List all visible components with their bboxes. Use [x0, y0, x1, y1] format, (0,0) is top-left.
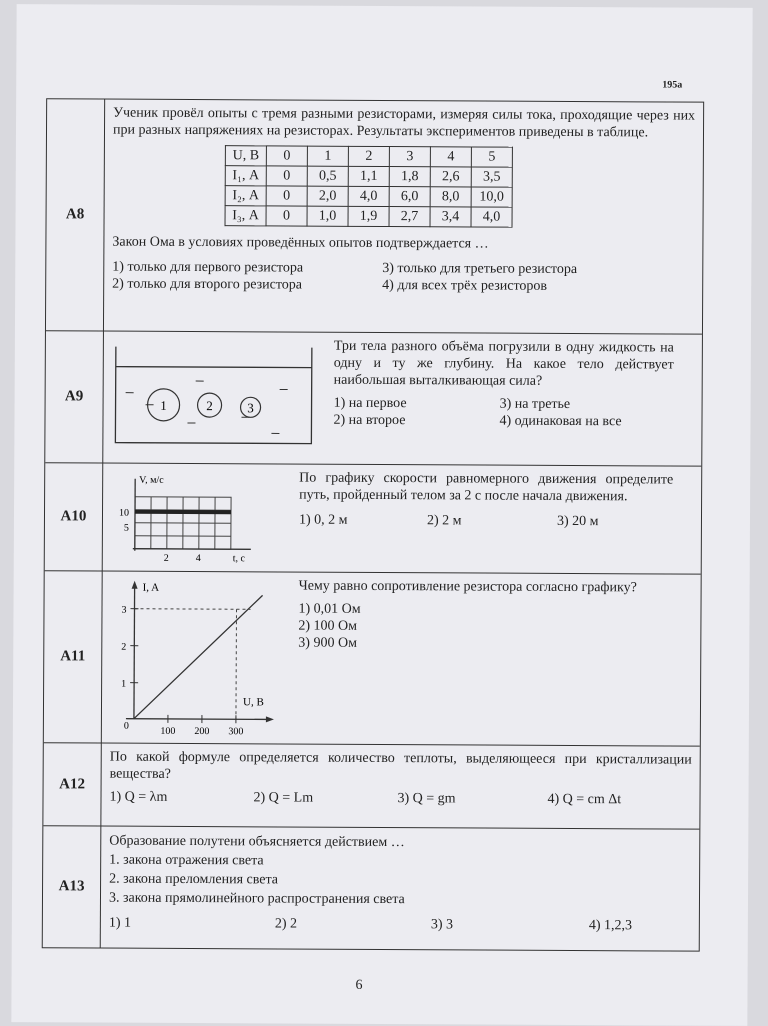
table-cell: 0 [266, 146, 307, 166]
table-cell: I₃, А [225, 206, 266, 226]
question-a10 [45, 463, 702, 574]
question-text: Чему равно сопротивление резистора согласно графику? [299, 578, 669, 597]
table-cell: 1,1 [348, 166, 389, 186]
x-axis [133, 549, 251, 550]
question-number: А8 [46, 99, 105, 330]
table-cell: 8,0 [430, 187, 471, 207]
answer-option[interactable]: 2) только для второго резистора [112, 276, 382, 294]
question-text: Образование полутени объясняется действием … [109, 832, 691, 854]
x-tick-label: 100 [160, 726, 175, 737]
table-cell: 4 [430, 147, 471, 167]
table-cell: 10,0 [471, 187, 512, 207]
answer-option[interactable]: 4) 1,2,3 [589, 916, 632, 935]
y-axis [134, 585, 135, 719]
table-row [225, 186, 512, 208]
liquid-surface [116, 367, 312, 368]
question-number: А9 [45, 331, 104, 462]
x-axis [126, 719, 270, 720]
answer-option[interactable]: 2) на второе [333, 412, 499, 430]
answer-option[interactable]: 1) только для первого резистора [112, 259, 382, 277]
table-row [225, 206, 512, 228]
table-cell: 0,5 [307, 166, 348, 186]
answer-options [299, 512, 673, 531]
answer-option[interactable]: 4) Q = cm Δt [547, 791, 621, 808]
question-number: А12 [43, 743, 101, 825]
answer-option[interactable]: 2) Q = Lm [253, 789, 397, 807]
x-tick-label: 4 [196, 553, 201, 564]
statement-item: 3. закона прямолинейного распространения света [109, 889, 691, 911]
answer-option[interactable]: 3) 20 м [557, 513, 599, 530]
table-cell: 3,4 [430, 207, 471, 227]
table-cell: 4,0 [471, 207, 512, 227]
table-cell: I₂, А [225, 186, 266, 206]
origin-label: 0 [124, 721, 129, 732]
question-number: А10 [45, 463, 104, 570]
question-text: По графику скорости равномерного движения определите путь, пройденный телом за 2 с после начала движения. [299, 470, 673, 506]
graph-grid [135, 497, 231, 550]
x-tick-label: 300 [228, 726, 243, 737]
table-cell: 1,0 [307, 206, 348, 226]
table-cell: 3,5 [471, 167, 512, 187]
y-tick-label: 1 [121, 679, 126, 690]
velocity-graph [111, 469, 282, 568]
table-cell: 0 [266, 186, 307, 206]
questions-grid [42, 98, 704, 951]
body-label: 1 [160, 398, 167, 413]
answer-option[interactable]: 4) для всех трёх резисторов [382, 277, 694, 296]
answer-option[interactable]: 2) 2 [275, 914, 431, 934]
answer-option[interactable]: 3) 900 Ом [298, 635, 668, 654]
x-tick-label: 200 [194, 726, 209, 737]
table-cell: 2 [348, 146, 389, 166]
body-label: 2 [206, 398, 213, 413]
answer-option[interactable]: 1) 0, 2 м [299, 512, 427, 530]
page-number: 6 [355, 978, 362, 994]
vessel-outline [115, 347, 311, 444]
question-number: А11 [44, 571, 103, 742]
question-text: Ученик провёл опыты с тремя разными резисторами, измеряя силы тока, проходящие через них при разных напряжениях на резисторах. Результаты экспериментов приведены в таблице. [113, 105, 695, 142]
table-row [225, 166, 512, 188]
table-cell: 3 [389, 147, 430, 167]
guide-line [135, 609, 251, 610]
answer-option[interactable]: 2) 2 м [427, 512, 557, 530]
data-table [225, 145, 513, 228]
answer-option[interactable]: 3) на третье [500, 396, 674, 414]
x-tick-label: 2 [164, 553, 169, 564]
y-tick-label: 5 [124, 523, 129, 534]
page-code: 195а [662, 79, 682, 90]
answer-option[interactable]: 4) одинаковая на все [499, 413, 673, 431]
answer-option[interactable]: 1) 0,01 Ом [298, 601, 668, 620]
x-axis-label: t, c [233, 553, 246, 564]
table-cell: 1,8 [389, 167, 430, 187]
table-cell: 2,7 [389, 207, 430, 227]
answer-option[interactable]: 1) 1 [109, 914, 275, 934]
answer-option[interactable]: 1) Q = λm [109, 789, 253, 807]
question-a12 [43, 743, 699, 829]
question-a9 [45, 331, 702, 466]
table-cell: 2,0 [307, 186, 348, 206]
answer-options [298, 601, 668, 654]
table-cell: 2,6 [430, 167, 471, 187]
answer-options [109, 914, 691, 936]
answer-options [112, 259, 694, 296]
current-voltage-graph [110, 577, 283, 738]
y-axis-label: I, A [143, 582, 160, 594]
question-a13 [43, 826, 700, 950]
table-cell: U, В [225, 146, 266, 166]
statement-item: 1. закона отражения света [109, 851, 691, 873]
statement-item: 2. закона преломления света [109, 870, 691, 892]
answer-option[interactable]: 3) только для третьего резистора [382, 260, 694, 279]
table-cell: 5 [471, 147, 512, 167]
table-cell: 0 [266, 206, 307, 226]
answer-option[interactable]: 3) 3 [431, 915, 589, 935]
y-axis-label: V, м/с [139, 475, 164, 486]
guide-line [236, 609, 237, 719]
table-cell: 1 [307, 146, 348, 166]
y-tick-label: 10 [119, 508, 129, 519]
question-a11 [44, 571, 701, 746]
question-number: А13 [43, 826, 102, 947]
body-label: 3 [247, 400, 254, 415]
liquid-vessel-diagram [111, 337, 322, 454]
question-text: Три тела разного объёма погрузили в одну жидкость на одну и ту же глубину. На какое тело действует наибольшая выталкивающая сила? [334, 338, 674, 391]
question-prompt: Закон Ома в условиях проведённых опытов подтверждается … [112, 234, 694, 254]
table-cell: 4,0 [348, 186, 389, 206]
velocity-line [135, 512, 231, 513]
y-tick-label: 2 [121, 642, 126, 653]
question-text: По какой формуле определяется количество теплоты, выделяющееся при кристаллизации вещества? [110, 749, 692, 786]
y-tick-label: 3 [121, 605, 126, 616]
x-axis-label: U, В [243, 696, 264, 708]
answer-option[interactable]: 3) Q = gm [397, 790, 547, 808]
question-a8 [46, 99, 703, 334]
answer-option[interactable]: 1) на первое [334, 395, 500, 413]
answer-options [333, 395, 673, 431]
table-cell: I₁, А [225, 166, 266, 186]
table-cell: 6,0 [389, 187, 430, 207]
answer-option[interactable]: 2) 100 Ом [298, 618, 668, 637]
worksheet-page [11, 4, 752, 1026]
table-cell: 1,9 [348, 206, 389, 226]
answer-options [109, 789, 691, 809]
table-cell: 0 [266, 166, 307, 186]
table-row [225, 146, 512, 168]
